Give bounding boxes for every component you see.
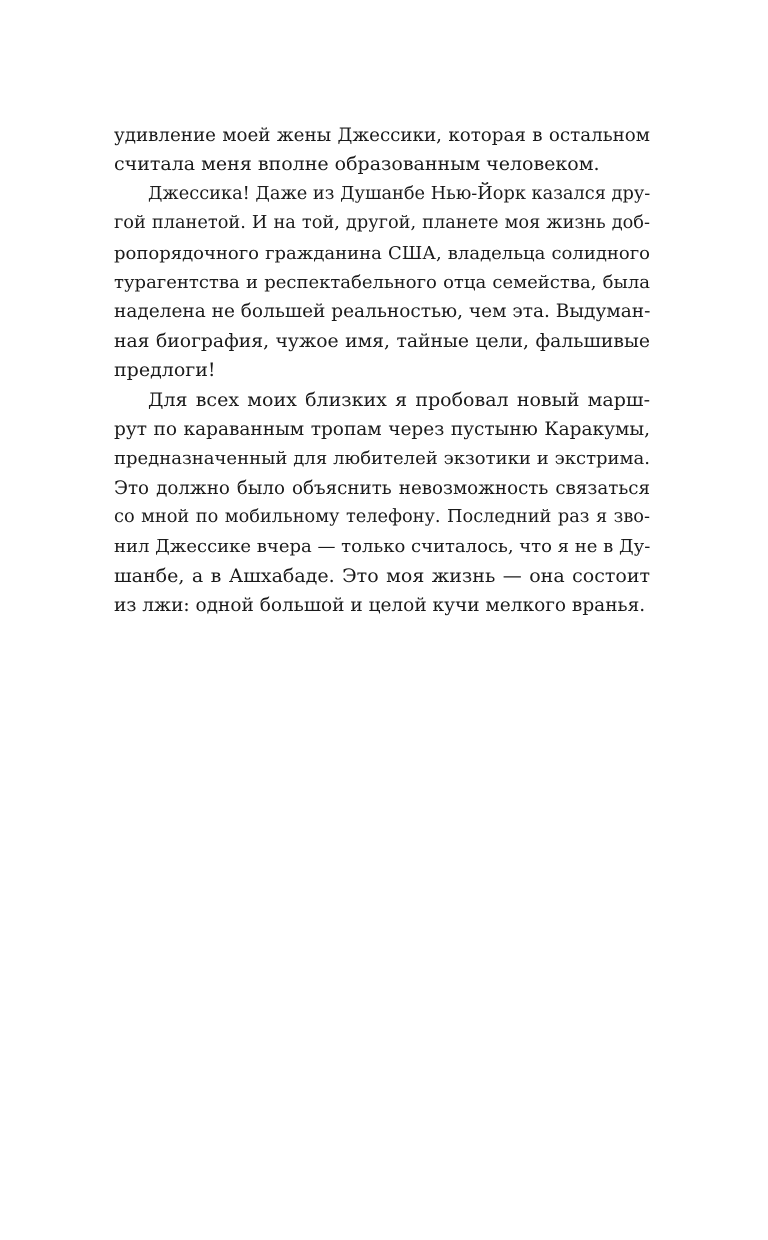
text-line: ропорядочного гражданина США, владельца солидного [114, 242, 650, 264]
text-line: турагентства и респектабельного отца семейства, была [114, 271, 650, 293]
text-line: предназначенный для любителей экзотики и экстрима. [114, 448, 650, 470]
text-line: Это должно было объяснить невозможность связаться [114, 477, 650, 499]
text-line: нил Джессике вчера — только считалось, что я не в Ду- [114, 536, 650, 558]
text-line: шанбе, а в Ашхабаде. Это моя жизнь — она состоит [114, 564, 650, 587]
text-line: со мной по мобильному телефону. Последний раз я зво- [114, 507, 650, 528]
paragraph-2 [114, 180, 650, 386]
text-line: считала меня вполне образованным человеком. [114, 153, 600, 176]
text-line: Для всех моих близких я пробовал новый марш- [148, 388, 650, 411]
body-text [114, 121, 650, 621]
text-line: предлоги! [114, 359, 216, 382]
paragraph-1 [114, 121, 650, 180]
text-line: гой планетой. И на той, другой, планете моя жизнь доб- [114, 213, 650, 234]
text-line: удивление моей жены Джессики, которая в остальном [114, 125, 650, 146]
text-line: из лжи: одной большой и целой кучи мелкого вранья. [114, 595, 646, 617]
paragraph-3 [114, 386, 650, 621]
text-line: наделена не большей реальностью, чем эта. Выдуман- [114, 301, 650, 323]
text-line: ная биография, чужое имя, тайные цели, фальшивые [114, 330, 650, 352]
text-line: рут по караванным тропам через пустыню Каракумы, [114, 418, 650, 440]
text-line: Джессика! Даже из Душанбе Нью-Йорк казался дру- [148, 183, 650, 204]
